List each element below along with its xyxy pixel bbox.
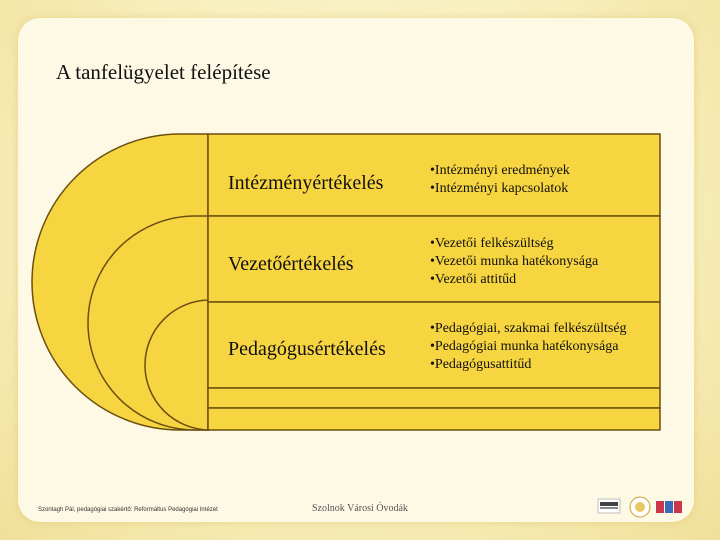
level-label-vezeto: Vezetőértékelés bbox=[228, 253, 354, 275]
bullet-item: •Intézményi kapcsolatok bbox=[430, 181, 569, 196]
emblem-icon bbox=[630, 497, 650, 517]
bullet-item: •Pedagógusattitűd bbox=[430, 357, 532, 372]
footer-organization: Szolnok Városi Óvodák bbox=[312, 503, 408, 514]
bullet-item: •Pedagógiai, szakmai felkészültség bbox=[430, 321, 627, 336]
bullet-item: •Vezetői felkészültség bbox=[430, 236, 554, 251]
footer-author: Szontagh Pál, pedagógiai szakértő: Reformáltus Pedagógiai Intézet bbox=[38, 507, 218, 513]
level-label-pedagogus: Pedagógusértékelés bbox=[228, 338, 386, 360]
bullet-item: •Pedagógiai munka hatékonysága bbox=[430, 339, 619, 354]
slide-title: A tanfelügyelet felépítése bbox=[56, 60, 271, 84]
partner-logos bbox=[596, 493, 692, 521]
level-bullets-intezmeny bbox=[430, 162, 570, 198]
level-bullets-pedagogus bbox=[430, 320, 627, 374]
bullet-item: •Intézményi eredmények bbox=[430, 163, 570, 178]
bullet-item: •Vezetői munka hatékonysága bbox=[430, 254, 599, 269]
level-box-5 bbox=[208, 408, 660, 430]
flag-logo-icon bbox=[656, 501, 682, 513]
level-bullets-vezeto bbox=[430, 235, 598, 289]
level-box-4 bbox=[208, 388, 660, 408]
bullet-item: •Vezetői attitűd bbox=[430, 272, 517, 287]
level-label-intezmeny: Intézményértékelés bbox=[228, 172, 384, 194]
eu-logo-icon bbox=[598, 499, 620, 513]
